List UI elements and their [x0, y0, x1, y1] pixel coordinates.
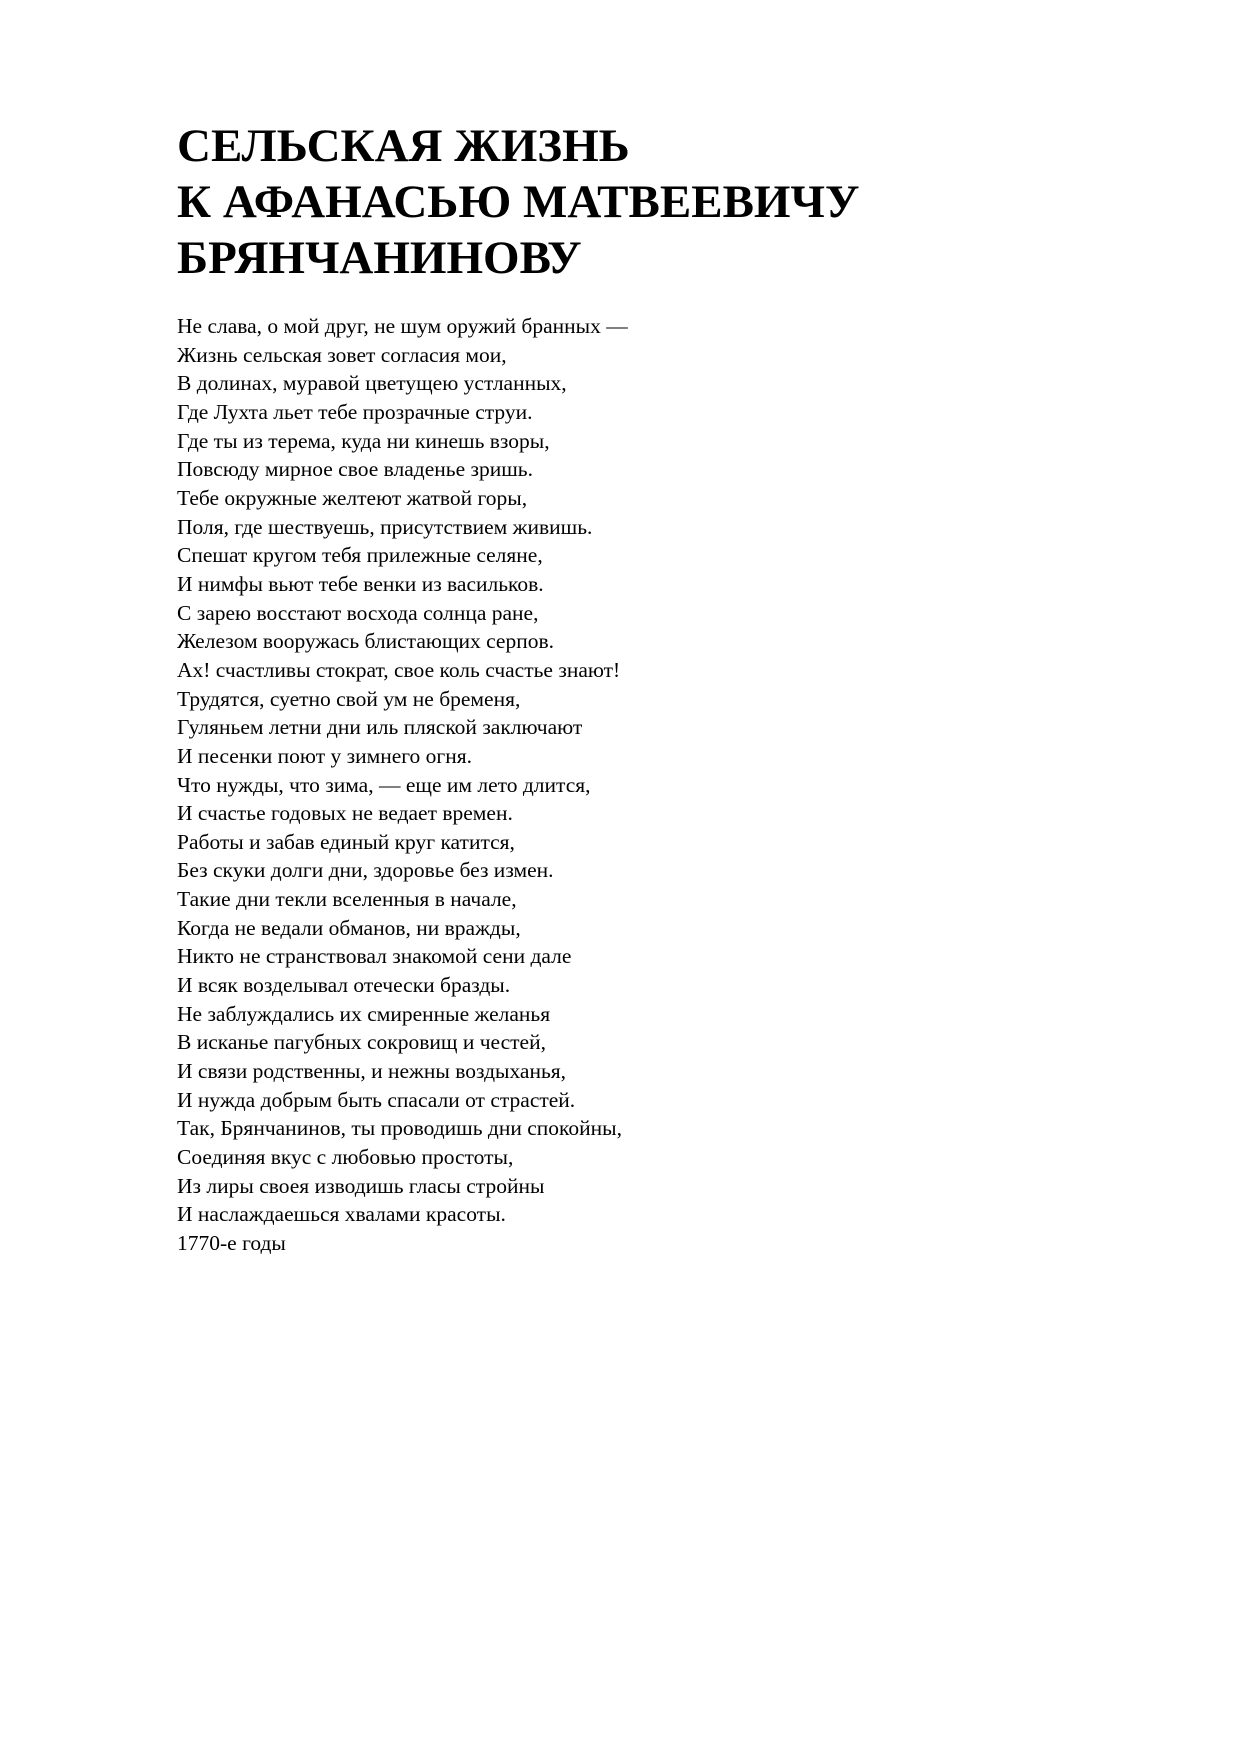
poem-line-7: Тебе окружные желтеют жатвой горы, [177, 485, 528, 510]
poem-line-6: Повсюду мирное свое владенье зришь. [177, 457, 533, 482]
poem-line-9: Спешат кругом тебя прилежные селяне, [177, 543, 543, 568]
title-line-3: БРЯНЧАНИНОВУ [177, 232, 582, 284]
poem-line-4: Где Лухта льет тебе прозрачные струи. [177, 399, 533, 424]
poem-line-28: И нужда добрым быть спасали от страстей. [177, 1087, 576, 1112]
poem-line-1: Не слава, о мой друг, не шум оружий бранных — [177, 314, 628, 338]
poem-title [177, 118, 1137, 286]
poem-line-10: И нимфы вьют тебе венки из васильков. [177, 571, 544, 596]
poem-body [177, 312, 1137, 1258]
poem-line-13: Ах! счастливы стократ, свое коль счастье знают! [177, 657, 621, 682]
poem-line-20: Без скуки долги дни, здоровье без измен. [177, 858, 554, 883]
poem-line-23: Никто не странствовал знакомой сени дале [177, 944, 572, 969]
title-line-2: К АФАНАСЬЮ МАТВЕЕВИЧУ [177, 176, 860, 228]
poem-line-12: Железом вооружась блистающих серпов. [177, 629, 555, 654]
poem-line-24: И всяк возделывал отечески бразды. [177, 973, 511, 998]
poem-date: 1770-е годы [177, 1231, 286, 1255]
poem-line-11: С зарею восстают восхода солнца ране, [177, 600, 539, 625]
poem-line-19: Работы и забав единый круг катится, [177, 829, 515, 854]
poem-line-31: Из лиры своея изводишь гласы стройны [177, 1173, 545, 1198]
poem-line-16: И песенки поют у зимнего огня. [177, 743, 472, 768]
poem-line-5: Где ты из терема, куда ни кинешь взоры, [177, 428, 550, 453]
poem-line-25: Не заблуждались их смиренные желанья [177, 1001, 551, 1026]
poem-line-18: И счастье годовых не ведает времен. [177, 801, 513, 826]
poem-line-22: Когда не ведали обманов, ни вражды, [177, 915, 521, 940]
document-page [177, 118, 1137, 1258]
poem-line-21: Такие дни текли вселенныя в начале, [177, 887, 517, 912]
title-line-1: СЕЛЬСКАЯ ЖИЗНЬ [177, 120, 630, 172]
poem-line-17: Что нужды, что зима, — еще им лето длится, [177, 772, 591, 797]
poem-line-2: Жизнь сельская зовет согласия мои, [177, 342, 507, 367]
poem-line-29: Так, Брянчанинов, ты проводишь дни спокойны, [177, 1116, 622, 1141]
poem-line-14: Трудятся, суетно свой ум не бременя, [177, 686, 521, 711]
poem-line-27: И связи родственны, и нежны воздыханья, [177, 1059, 567, 1084]
poem-line-26: В исканье пагубных сокровищ и честей, [177, 1030, 546, 1055]
poem-line-3: В долинах, муравой цветущею устланных, [177, 371, 567, 396]
poem-line-30: Соединяя вкус с любовью простоты, [177, 1145, 514, 1170]
poem-line-32: И наслаждаешься хвалами красоты. [177, 1202, 506, 1227]
poem-line-8: Поля, где шествуешь, присутствием живишь. [177, 514, 593, 539]
poem-line-15: Гуляньем летни дни иль пляской заключают [177, 715, 583, 740]
